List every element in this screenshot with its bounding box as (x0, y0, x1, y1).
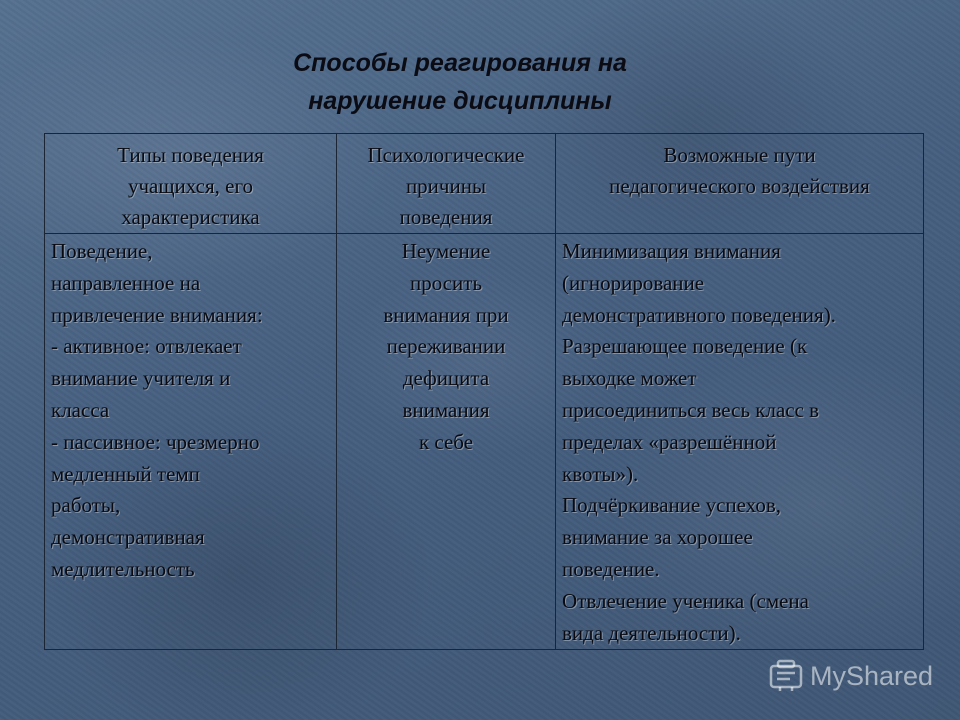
cell-pedagogical-actions: Минимизация внимания (игнорирование демонстративного поведения). Разрешающее поведение (к выходке может присоединиться весь класс в пределах «разрешённой квоты»). Подчёркивание успехов, внимание за хорошее поведение. Отвлечение ученика (смена вида деятельности). (556, 234, 924, 650)
header-pedagogical-actions: Возможные пути педагогического воздействия (556, 134, 924, 234)
header-psychological-causes: Психологические причины поведения (337, 134, 556, 234)
slide-title-line-1: Способы реагирования на (293, 49, 627, 77)
cell-behavior-description: Поведение, направленное на привлечение внимания: - активное: отвлекает внимание учителя и класса - пассивное: чрезмерно медленный темп работы, демонстративная медлительность (45, 234, 337, 650)
myshared-watermark-text: MyShared (810, 660, 934, 691)
cell-psychological-causes: Неумение просить внимания при переживании дефицита внимания к себе (337, 234, 556, 650)
slide-title-line-2: нарушение дисциплины (308, 87, 612, 115)
table-row (45, 234, 924, 650)
myshared-watermark (768, 656, 933, 696)
slide-title (200, 44, 720, 120)
header-behavior-types: Типы поведения учащихся, его характеристика (45, 134, 337, 234)
myshared-logo-icon (768, 659, 804, 693)
discipline-response-table (44, 133, 924, 650)
table-header-row (45, 134, 924, 234)
